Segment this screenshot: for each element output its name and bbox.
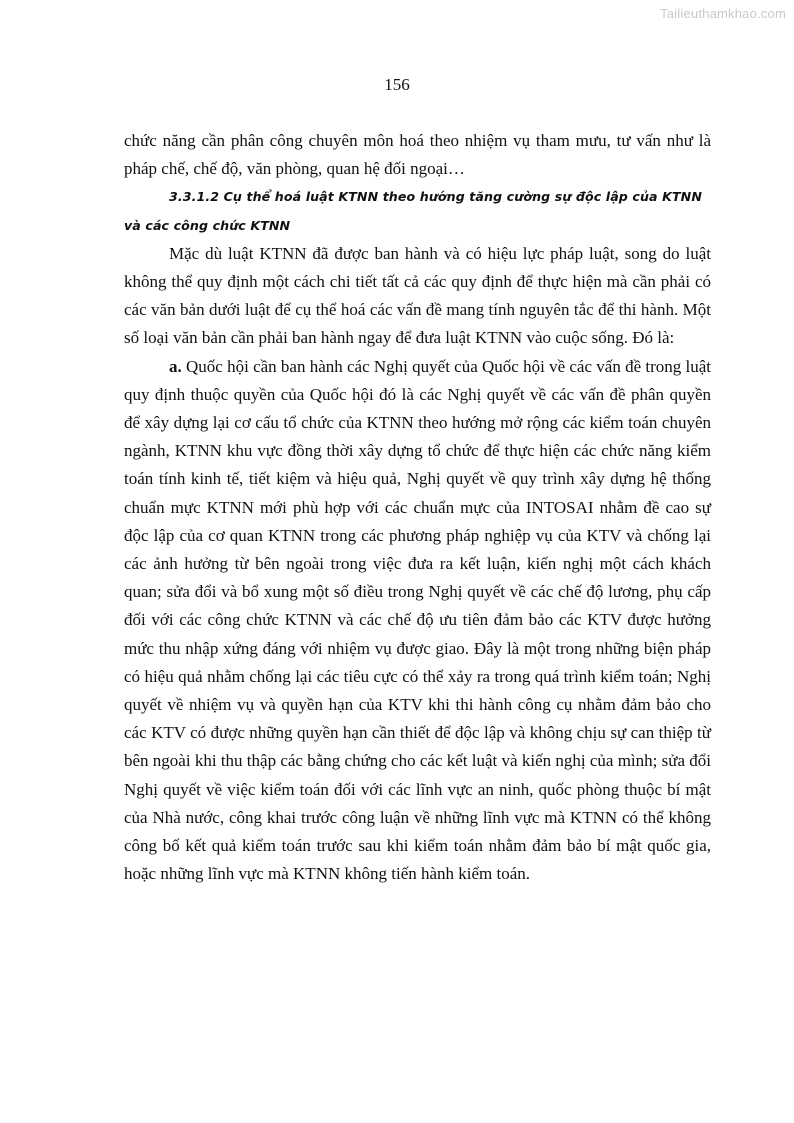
watermark: Tailieuthamkhao.com xyxy=(660,6,786,21)
section-heading: 3.3.1.2 Cụ thể hoá luật KTNN theo hướng tăng cường sự độc lập của KTNN và các công chức KTNN xyxy=(124,189,702,233)
page-number: 156 xyxy=(384,75,410,94)
document-body xyxy=(124,127,711,888)
paragraph-2-lead: a. xyxy=(169,356,182,376)
paragraph-1: Mặc dù luật KTNN đã được ban hành và có hiệu lực pháp luật, song do luật không thể quy định một cách chi tiết tất cả các quy định để thực hiện mà cần phải có các văn bản dưới luật để cụ thể hoá các vấn đề mang tính nguyên tắc để thi hành. Một số loại văn bản cần phải ban hành ngay để đưa luật KTNN vào cuộc sống. Đó là: xyxy=(124,243,711,348)
intro-paragraph: chức năng cần phân công chuyên môn hoá theo nhiệm vụ tham mưu, tư vấn như là pháp chế, chế độ, văn phòng, quan hệ đối ngoại… xyxy=(124,131,711,179)
paragraph-2 xyxy=(124,353,711,889)
paragraph-2-text: Quốc hội cần ban hành các Nghị quyết của Quốc hội về các vấn đề trong luật quy định thuộc quyền của Quốc hội đó là các Nghị quyết về các vấn đề phân quyền để xây dựng lại cơ cấu tổ chức của KTNN theo hướng mở rộng các kiểm toán chuyên ngành, KTNN khu vực đồng thời xây dựng tổ chức để thực hiện các chức năng kiểm toán tính kinh tế, tiết kiệm và hiệu quả, Nghị quyết về quy trình xây dựng hệ thống chuẩn mực KTNN mới phù hợp với các chuẩn mực của INTOSAI nhằm đề cao sự độc lập của cơ quan KTNN trong các phương pháp nghiệp vụ của KTV và chống lại các ảnh hưởng từ bên ngoài trong việc đưa ra kết luận, kiến nghị một cách khách quan; sửa đổi và bổ xung một số điều trong Nghị quyết về các chế độ lương, phụ cấp đối với các công chức KTNN và các chế độ ưu tiên đảm bảo các KTV được hưởng mức thu nhập xứng đáng với nhiệm vụ được giao. Đây là một trong những biện pháp có hiệu quả nhằm chống lại các tiêu cực có thể xảy ra trong quá trình kiểm toán; Nghị quyết về nhiệm vụ và quyền hạn của KTV khi thi hành công cụ nhằm đảm bảo cho các KTV có được những quyền hạn cần thiết để độc lập và không chịu sự can thiệp từ bên ngoài khi thu thập các bằng chứng cho các kết luật và kiến nghị của mình; sửa đổi Nghị quyết về việc kiểm toán đối với các lĩnh vực an ninh, quốc phòng thuộc bí mật của Nhà nước, công khai trước công luận về những lĩnh vực mà KTNN có thể không công bố kết quả kiểm toán trước sau khi kiểm toán nhằm đảm bảo bí mật quốc gia, hoặc những lĩnh vực mà KTNN không tiến hành kiểm toán. xyxy=(124,356,712,884)
